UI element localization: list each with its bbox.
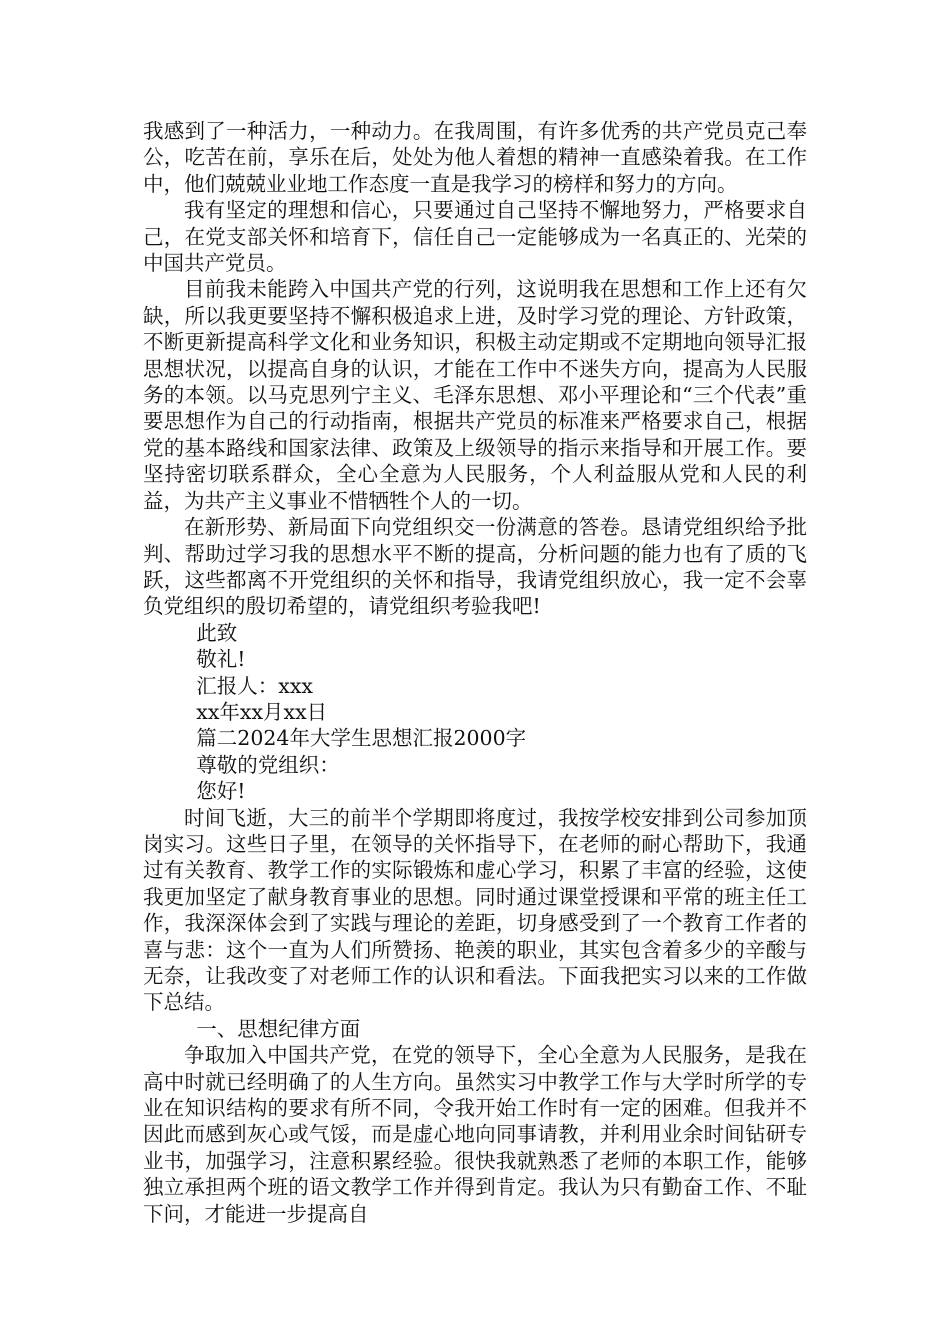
greeting-hello: 您好! — [196, 779, 246, 804]
reporter-name: 汇报人：xxx — [196, 673, 313, 698]
paragraph-internship: 时间飞逝，大三的前半个学期即将度过，我按学校安排到公司参加顶岗实习。这些日子里，在领导的关怀指导下，在老师的耐心帮助下，我通过有关教育、教学工作的实际锻炼和虚心学习，积累了丰富的经验，这使我更加坚定了献身教育事业的思想。同时通过课堂授课和平常的班主任工作，我深深体会到了实践与理论的差距，切身感受到了一个教育工作者的喜与悲：这个一直为人们所赞扬、艳羡的职业，其实包含着多少的辛酸与无奈，让我改变了对老师工作的认识和看法。下面我把实习以来的工作做下总结。 — [143, 805, 807, 1015]
paragraph-request: 在新形势、新局面下向党组织交一份满意的答卷。恳请党组织给予批判、帮助过学习我的思想水平不断的提高，分析问题的能力也有了质的飞跃，这些都离不开党组织的关怀和指导，我请党组织放心，我一定不会辜负党组织的殷切希望的，请党组织考验我吧! — [143, 515, 807, 619]
section-title: 篇二2024年大学生思想汇报2000字 — [196, 726, 527, 751]
closing-regards: 敬礼! — [196, 647, 246, 672]
paragraph-ideals: 我有坚定的理想和信心，只要通过自己坚持不懈地努力，严格要求自己，在党支部关怀和培育下，信任自己一定能够成为一名真正的、光荣的中国共产党员。 — [143, 198, 807, 276]
report-date: xx年xx月xx日 — [196, 699, 328, 724]
closing-salutation: 此致 — [196, 620, 238, 645]
greeting-addressee: 尊敬的党组织： — [196, 752, 340, 777]
paragraph-shortcomings: 目前我未能跨入中国共产党的行列，这说明我在思想和工作上还有欠缺，所以我更要坚持不懈积极追求上进，及时学习党的理论、方针政策，不断更新提高科学文化和业务知识，积极主动定期或不定期地向领导汇报思想状况，以提高自身的认识，才能在工作中不迷失方向，提高为人民服务的本领。以马克思列宁主义、毛泽东思想、邓小平理论和“三个代表”重要思想作为自己的行动指南，根据共产党员的标准来严格要求自己，根据党的基本路线和国家法律、政策及上级领导的指示来指导和开展工作。要坚持密切联系群众，全心全意为人民服务，个人利益服从党和人民的利益，为共产主义事业不惜牺牲个人的一切。 — [143, 277, 807, 513]
paragraph-continuation: 我感到了一种活力，一种动力。在我周围，有许多优秀的共产党员克己奉公，吃苦在前，享乐在后，处处为他人着想的精神一直感染着我。在工作中，他们兢兢业业地工作态度一直是我学习的榜样和努力的方向。 — [143, 119, 807, 196]
paragraph-discipline: 争取加入中国共产党，在党的领导下，全心全意为人民服务，是我在高中时就已经明确了的人生方向。虽然实习中教学工作与大学时所学的专业在知识结构的要求有所不同，令我开始工作时有一定的困难。但我并不因此而感到灰心或气馁，而是虚心地向同事请教，并利用业余时间钻研专业书，加强学习，注意积累经验。很快我就熟悉了老师的本职工作，能够独立承担两个班的语文教学工作并得到肯定。我认为只有勤奋工作、不耻下问，才能进一步提高自 — [143, 1043, 807, 1226]
subsection-heading: 一、思想纪律方面 — [196, 1016, 361, 1041]
document-page — [143, 118, 807, 1227]
